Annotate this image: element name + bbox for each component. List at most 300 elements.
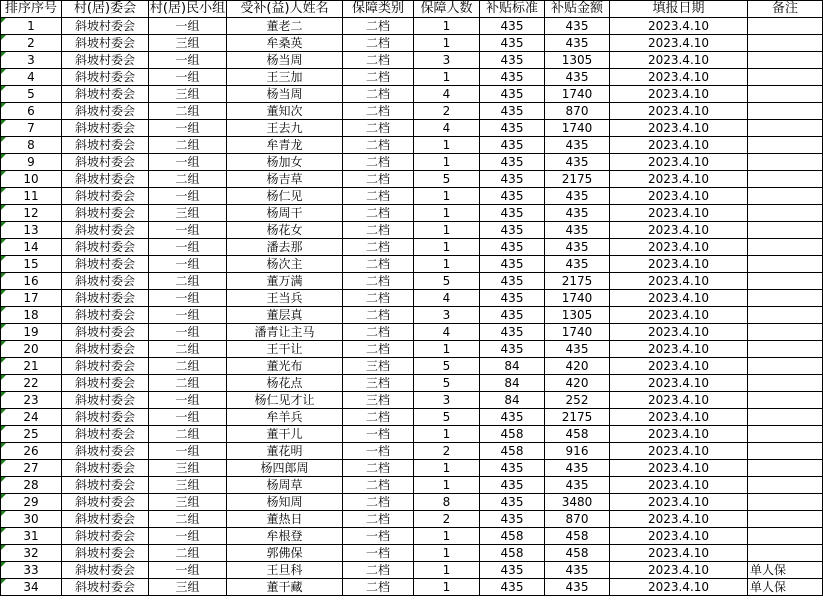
category-cell[interactable]: 二档 xyxy=(343,103,414,120)
group-cell[interactable]: 二组 xyxy=(149,103,227,120)
index-cell[interactable]: 9 xyxy=(1,154,62,171)
standard-cell[interactable]: 435 xyxy=(480,290,545,307)
count-cell[interactable]: 3 xyxy=(414,392,480,409)
name-cell[interactable]: 杨吉草 xyxy=(227,171,343,188)
amount-cell[interactable]: 3480 xyxy=(545,494,610,511)
date-cell[interactable]: 2023.4.10 xyxy=(610,579,748,596)
amount-cell[interactable]: 1740 xyxy=(545,290,610,307)
remark-cell[interactable] xyxy=(748,137,823,154)
count-cell[interactable]: 1 xyxy=(414,154,480,171)
remark-cell[interactable] xyxy=(748,409,823,426)
header-group[interactable]: 村(居)民小组 xyxy=(149,1,226,16)
name-cell[interactable]: 杨加女 xyxy=(227,154,343,171)
amount-cell[interactable]: 435 xyxy=(545,239,610,256)
amount-cell[interactable]: 435 xyxy=(545,18,610,35)
date-cell[interactable]: 2023.4.10 xyxy=(610,273,748,290)
date-cell[interactable]: 2023.4.10 xyxy=(610,18,748,35)
village-cell[interactable]: 斜坡村委会 xyxy=(62,256,149,273)
group-cell[interactable]: 一组 xyxy=(149,222,227,239)
count-cell[interactable]: 4 xyxy=(414,86,480,103)
standard-cell[interactable]: 458 xyxy=(480,443,545,460)
name-cell[interactable]: 董干藏 xyxy=(227,579,343,596)
standard-cell[interactable]: 435 xyxy=(480,69,545,86)
name-cell[interactable]: 杨仁见才让 xyxy=(227,392,343,409)
amount-cell[interactable]: 252 xyxy=(545,392,610,409)
group-cell[interactable]: 二组 xyxy=(149,545,227,562)
remark-cell[interactable] xyxy=(748,341,823,358)
group-cell[interactable]: 二组 xyxy=(149,358,227,375)
remark-cell[interactable] xyxy=(748,290,823,307)
village-cell[interactable]: 斜坡村委会 xyxy=(62,171,149,188)
date-cell[interactable]: 2023.4.10 xyxy=(610,375,748,392)
header-category[interactable]: 保障类别 xyxy=(343,1,414,18)
category-cell[interactable]: 二档 xyxy=(343,86,414,103)
index-cell[interactable]: 32 xyxy=(1,545,62,562)
index-cell[interactable]: 20 xyxy=(1,341,62,358)
count-cell[interactable]: 1 xyxy=(414,222,480,239)
name-cell[interactable]: 董干儿 xyxy=(227,426,343,443)
village-cell[interactable]: 斜坡村委会 xyxy=(62,324,149,341)
amount-cell[interactable]: 435 xyxy=(545,256,610,273)
village-cell[interactable]: 斜坡村委会 xyxy=(62,528,149,545)
category-cell[interactable]: 二档 xyxy=(343,324,414,341)
village-cell[interactable]: 斜坡村委会 xyxy=(62,273,149,290)
header-name[interactable]: 受补(益)人姓名 xyxy=(227,1,343,18)
standard-cell[interactable]: 435 xyxy=(480,494,545,511)
category-cell[interactable]: 二档 xyxy=(343,52,414,69)
date-cell[interactable]: 2023.4.10 xyxy=(610,222,748,239)
category-cell[interactable]: 二档 xyxy=(343,171,414,188)
remark-cell[interactable]: 单人保 xyxy=(748,562,823,579)
remark-cell[interactable] xyxy=(748,239,823,256)
date-cell[interactable]: 2023.4.10 xyxy=(610,52,748,69)
group-cell[interactable]: 二组 xyxy=(149,426,227,443)
count-cell[interactable]: 1 xyxy=(414,477,480,494)
village-cell[interactable]: 斜坡村委会 xyxy=(62,392,149,409)
index-cell[interactable]: 28 xyxy=(1,477,62,494)
index-cell[interactable]: 2 xyxy=(1,35,62,52)
amount-cell[interactable]: 1740 xyxy=(545,86,610,103)
index-cell[interactable]: 34 xyxy=(1,579,62,596)
amount-cell[interactable]: 1740 xyxy=(545,120,610,137)
index-cell[interactable]: 21 xyxy=(1,358,62,375)
header-village[interactable]: 村(居)委会 xyxy=(62,1,149,18)
village-cell[interactable]: 斜坡村委会 xyxy=(62,494,149,511)
name-cell[interactable]: 董花明 xyxy=(227,443,343,460)
amount-cell[interactable]: 435 xyxy=(545,562,610,579)
date-cell[interactable]: 2023.4.10 xyxy=(610,120,748,137)
remark-cell[interactable] xyxy=(748,171,823,188)
group-cell[interactable]: 一组 xyxy=(149,409,227,426)
standard-cell[interactable]: 435 xyxy=(480,256,545,273)
village-cell[interactable]: 斜坡村委会 xyxy=(62,375,149,392)
count-cell[interactable]: 2 xyxy=(414,103,480,120)
index-cell[interactable]: 3 xyxy=(1,52,62,69)
village-cell[interactable]: 斜坡村委会 xyxy=(62,69,149,86)
name-cell[interactable]: 王当兵 xyxy=(227,290,343,307)
category-cell[interactable]: 二档 xyxy=(343,341,414,358)
remark-cell[interactable] xyxy=(748,426,823,443)
amount-cell[interactable]: 2175 xyxy=(545,171,610,188)
amount-cell[interactable]: 458 xyxy=(545,426,610,443)
name-cell[interactable]: 杨次主 xyxy=(227,256,343,273)
remark-cell[interactable] xyxy=(748,460,823,477)
group-cell[interactable]: 一组 xyxy=(149,154,227,171)
index-cell[interactable]: 10 xyxy=(1,171,62,188)
index-cell[interactable]: 13 xyxy=(1,222,62,239)
remark-cell[interactable] xyxy=(748,256,823,273)
remark-cell[interactable] xyxy=(748,477,823,494)
remark-cell[interactable] xyxy=(748,18,823,35)
category-cell[interactable]: 二档 xyxy=(343,69,414,86)
name-cell[interactable]: 杨周干 xyxy=(227,205,343,222)
count-cell[interactable]: 1 xyxy=(414,188,480,205)
category-cell[interactable]: 二档 xyxy=(343,290,414,307)
name-cell[interactable]: 杨四郎周 xyxy=(227,460,343,477)
category-cell[interactable]: 一档 xyxy=(343,528,414,545)
name-cell[interactable]: 董老二 xyxy=(227,18,343,35)
date-cell[interactable]: 2023.4.10 xyxy=(610,137,748,154)
category-cell[interactable]: 二档 xyxy=(343,188,414,205)
name-cell[interactable]: 杨周草 xyxy=(227,477,343,494)
group-cell[interactable]: 三组 xyxy=(149,86,227,103)
header-index[interactable]: 排序序号 xyxy=(1,1,62,18)
category-cell[interactable]: 一档 xyxy=(343,545,414,562)
amount-cell[interactable]: 435 xyxy=(545,477,610,494)
group-cell[interactable]: 三组 xyxy=(149,579,227,596)
category-cell[interactable]: 二档 xyxy=(343,205,414,222)
date-cell[interactable]: 2023.4.10 xyxy=(610,460,748,477)
standard-cell[interactable]: 435 xyxy=(480,562,545,579)
category-cell[interactable]: 二档 xyxy=(343,222,414,239)
date-cell[interactable]: 2023.4.10 xyxy=(610,256,748,273)
name-cell[interactable]: 牟根登 xyxy=(227,528,343,545)
count-cell[interactable]: 1 xyxy=(414,426,480,443)
index-cell[interactable]: 24 xyxy=(1,409,62,426)
count-cell[interactable]: 1 xyxy=(414,545,480,562)
remark-cell[interactable]: 单人保 xyxy=(748,579,823,596)
standard-cell[interactable]: 435 xyxy=(480,188,545,205)
standard-cell[interactable]: 435 xyxy=(480,222,545,239)
count-cell[interactable]: 4 xyxy=(414,324,480,341)
date-cell[interactable]: 2023.4.10 xyxy=(610,290,748,307)
name-cell[interactable]: 杨当周 xyxy=(227,86,343,103)
date-cell[interactable]: 2023.4.10 xyxy=(610,477,748,494)
date-cell[interactable]: 2023.4.10 xyxy=(610,426,748,443)
village-cell[interactable]: 斜坡村委会 xyxy=(62,579,149,596)
group-cell[interactable]: 一组 xyxy=(149,443,227,460)
standard-cell[interactable]: 435 xyxy=(480,239,545,256)
remark-cell[interactable] xyxy=(748,443,823,460)
count-cell[interactable]: 1 xyxy=(414,69,480,86)
count-cell[interactable]: 1 xyxy=(414,256,480,273)
amount-cell[interactable]: 435 xyxy=(545,154,610,171)
remark-cell[interactable] xyxy=(748,52,823,69)
village-cell[interactable]: 斜坡村委会 xyxy=(62,35,149,52)
amount-cell[interactable]: 420 xyxy=(545,358,610,375)
category-cell[interactable]: 二档 xyxy=(343,256,414,273)
date-cell[interactable]: 2023.4.10 xyxy=(610,103,748,120)
count-cell[interactable]: 1 xyxy=(414,35,480,52)
village-cell[interactable]: 斜坡村委会 xyxy=(62,341,149,358)
village-cell[interactable]: 斜坡村委会 xyxy=(62,290,149,307)
amount-cell[interactable]: 420 xyxy=(545,375,610,392)
village-cell[interactable]: 斜坡村委会 xyxy=(62,103,149,120)
village-cell[interactable]: 斜坡村委会 xyxy=(62,426,149,443)
category-cell[interactable]: 三档 xyxy=(343,358,414,375)
standard-cell[interactable]: 435 xyxy=(480,477,545,494)
standard-cell[interactable]: 435 xyxy=(480,52,545,69)
date-cell[interactable]: 2023.4.10 xyxy=(610,35,748,52)
category-cell[interactable]: 三档 xyxy=(343,392,414,409)
village-cell[interactable]: 斜坡村委会 xyxy=(62,137,149,154)
standard-cell[interactable]: 84 xyxy=(480,375,545,392)
name-cell[interactable]: 郭佛保 xyxy=(227,545,343,562)
remark-cell[interactable] xyxy=(748,188,823,205)
amount-cell[interactable]: 435 xyxy=(545,205,610,222)
village-cell[interactable]: 斜坡村委会 xyxy=(62,562,149,579)
village-cell[interactable]: 斜坡村委会 xyxy=(62,511,149,528)
remark-cell[interactable] xyxy=(748,307,823,324)
amount-cell[interactable]: 435 xyxy=(545,460,610,477)
header-standard[interactable]: 补贴标准 xyxy=(480,1,545,18)
category-cell[interactable]: 二档 xyxy=(343,35,414,52)
group-cell[interactable]: 二组 xyxy=(149,375,227,392)
date-cell[interactable]: 2023.4.10 xyxy=(610,528,748,545)
count-cell[interactable]: 1 xyxy=(414,341,480,358)
index-cell[interactable]: 5 xyxy=(1,86,62,103)
amount-cell[interactable]: 1305 xyxy=(545,307,610,324)
standard-cell[interactable]: 435 xyxy=(480,307,545,324)
standard-cell[interactable]: 435 xyxy=(480,205,545,222)
standard-cell[interactable]: 84 xyxy=(480,358,545,375)
remark-cell[interactable] xyxy=(748,103,823,120)
date-cell[interactable]: 2023.4.10 xyxy=(610,307,748,324)
group-cell[interactable]: 二组 xyxy=(149,171,227,188)
count-cell[interactable]: 3 xyxy=(414,307,480,324)
amount-cell[interactable]: 435 xyxy=(545,341,610,358)
village-cell[interactable]: 斜坡村委会 xyxy=(62,443,149,460)
village-cell[interactable]: 斜坡村委会 xyxy=(62,239,149,256)
count-cell[interactable]: 2 xyxy=(414,443,480,460)
count-cell[interactable]: 1 xyxy=(414,18,480,35)
index-cell[interactable]: 15 xyxy=(1,256,62,273)
date-cell[interactable]: 2023.4.10 xyxy=(610,205,748,222)
index-cell[interactable]: 23 xyxy=(1,392,62,409)
amount-cell[interactable]: 870 xyxy=(545,511,610,528)
count-cell[interactable]: 1 xyxy=(414,205,480,222)
index-cell[interactable]: 7 xyxy=(1,120,62,137)
category-cell[interactable]: 二档 xyxy=(343,120,414,137)
amount-cell[interactable]: 435 xyxy=(545,35,610,52)
name-cell[interactable]: 潘去那 xyxy=(227,239,343,256)
count-cell[interactable]: 5 xyxy=(414,171,480,188)
group-cell[interactable]: 三组 xyxy=(149,477,227,494)
date-cell[interactable]: 2023.4.10 xyxy=(610,511,748,528)
category-cell[interactable]: 一档 xyxy=(343,426,414,443)
village-cell[interactable]: 斜坡村委会 xyxy=(62,545,149,562)
group-cell[interactable]: 一组 xyxy=(149,290,227,307)
amount-cell[interactable]: 1740 xyxy=(545,324,610,341)
index-cell[interactable]: 25 xyxy=(1,426,62,443)
name-cell[interactable]: 王三加 xyxy=(227,69,343,86)
amount-cell[interactable]: 1305 xyxy=(545,52,610,69)
date-cell[interactable]: 2023.4.10 xyxy=(610,69,748,86)
standard-cell[interactable]: 435 xyxy=(480,511,545,528)
remark-cell[interactable] xyxy=(748,358,823,375)
category-cell[interactable]: 二档 xyxy=(343,137,414,154)
category-cell[interactable]: 二档 xyxy=(343,273,414,290)
count-cell[interactable]: 5 xyxy=(414,273,480,290)
group-cell[interactable]: 二组 xyxy=(149,511,227,528)
village-cell[interactable]: 斜坡村委会 xyxy=(62,18,149,35)
date-cell[interactable]: 2023.4.10 xyxy=(610,171,748,188)
name-cell[interactable]: 董万满 xyxy=(227,273,343,290)
date-cell[interactable]: 2023.4.10 xyxy=(610,86,748,103)
date-cell[interactable]: 2023.4.10 xyxy=(610,324,748,341)
standard-cell[interactable]: 435 xyxy=(480,154,545,171)
category-cell[interactable]: 二档 xyxy=(343,460,414,477)
name-cell[interactable]: 杨知周 xyxy=(227,494,343,511)
count-cell[interactable]: 3 xyxy=(414,52,480,69)
group-cell[interactable]: 一组 xyxy=(149,52,227,69)
amount-cell[interactable]: 435 xyxy=(545,579,610,596)
index-cell[interactable]: 4 xyxy=(1,69,62,86)
group-cell[interactable]: 三组 xyxy=(149,494,227,511)
name-cell[interactable]: 杨当周 xyxy=(227,52,343,69)
count-cell[interactable]: 1 xyxy=(414,239,480,256)
remark-cell[interactable] xyxy=(748,324,823,341)
count-cell[interactable]: 4 xyxy=(414,120,480,137)
name-cell[interactable]: 杨花点 xyxy=(227,375,343,392)
group-cell[interactable]: 一组 xyxy=(149,69,227,86)
header-amount[interactable]: 补贴金额 xyxy=(545,1,610,18)
standard-cell[interactable]: 435 xyxy=(480,579,545,596)
index-cell[interactable]: 33 xyxy=(1,562,62,579)
village-cell[interactable]: 斜坡村委会 xyxy=(62,188,149,205)
index-cell[interactable]: 22 xyxy=(1,375,62,392)
index-cell[interactable]: 27 xyxy=(1,460,62,477)
category-cell[interactable]: 二档 xyxy=(343,307,414,324)
category-cell[interactable]: 二档 xyxy=(343,579,414,596)
index-cell[interactable]: 1 xyxy=(1,18,62,35)
name-cell[interactable]: 王旦科 xyxy=(227,562,343,579)
remark-cell[interactable] xyxy=(748,86,823,103)
remark-cell[interactable] xyxy=(748,154,823,171)
standard-cell[interactable]: 435 xyxy=(480,341,545,358)
remark-cell[interactable] xyxy=(748,392,823,409)
name-cell[interactable]: 董知次 xyxy=(227,103,343,120)
index-cell[interactable]: 30 xyxy=(1,511,62,528)
category-cell[interactable]: 二档 xyxy=(343,239,414,256)
remark-cell[interactable] xyxy=(748,494,823,511)
amount-cell[interactable]: 435 xyxy=(545,222,610,239)
group-cell[interactable]: 二组 xyxy=(149,273,227,290)
date-cell[interactable]: 2023.4.10 xyxy=(610,392,748,409)
village-cell[interactable]: 斜坡村委会 xyxy=(62,52,149,69)
village-cell[interactable]: 斜坡村委会 xyxy=(62,86,149,103)
category-cell[interactable]: 二档 xyxy=(343,409,414,426)
group-cell[interactable]: 一组 xyxy=(149,256,227,273)
group-cell[interactable]: 一组 xyxy=(149,307,227,324)
standard-cell[interactable]: 435 xyxy=(480,18,545,35)
village-cell[interactable]: 斜坡村委会 xyxy=(62,460,149,477)
standard-cell[interactable]: 458 xyxy=(480,426,545,443)
remark-cell[interactable] xyxy=(748,120,823,137)
remark-cell[interactable] xyxy=(748,69,823,86)
standard-cell[interactable]: 458 xyxy=(480,545,545,562)
group-cell[interactable]: 一组 xyxy=(149,188,227,205)
count-cell[interactable]: 4 xyxy=(414,290,480,307)
group-cell[interactable]: 二组 xyxy=(149,137,227,154)
group-cell[interactable]: 一组 xyxy=(149,120,227,137)
date-cell[interactable]: 2023.4.10 xyxy=(610,409,748,426)
name-cell[interactable]: 董层真 xyxy=(227,307,343,324)
name-cell[interactable]: 潘青让主马 xyxy=(227,324,343,341)
standard-cell[interactable]: 435 xyxy=(480,460,545,477)
index-cell[interactable]: 17 xyxy=(1,290,62,307)
date-cell[interactable]: 2023.4.10 xyxy=(610,188,748,205)
index-cell[interactable]: 11 xyxy=(1,188,62,205)
group-cell[interactable]: 一组 xyxy=(149,18,227,35)
name-cell[interactable]: 董光布 xyxy=(227,358,343,375)
name-cell[interactable]: 牟羊兵 xyxy=(227,409,343,426)
group-cell[interactable]: 一组 xyxy=(149,392,227,409)
index-cell[interactable]: 18 xyxy=(1,307,62,324)
date-cell[interactable]: 2023.4.10 xyxy=(610,494,748,511)
name-cell[interactable]: 牟桑英 xyxy=(227,35,343,52)
header-date[interactable]: 填报日期 xyxy=(610,1,748,18)
date-cell[interactable]: 2023.4.10 xyxy=(610,562,748,579)
count-cell[interactable]: 5 xyxy=(414,358,480,375)
count-cell[interactable]: 1 xyxy=(414,137,480,154)
count-cell[interactable]: 5 xyxy=(414,409,480,426)
amount-cell[interactable]: 870 xyxy=(545,103,610,120)
amount-cell[interactable]: 2175 xyxy=(545,273,610,290)
amount-cell[interactable]: 435 xyxy=(545,188,610,205)
amount-cell[interactable]: 435 xyxy=(545,137,610,154)
standard-cell[interactable]: 435 xyxy=(480,137,545,154)
count-cell[interactable]: 1 xyxy=(414,562,480,579)
category-cell[interactable]: 二档 xyxy=(343,562,414,579)
amount-cell[interactable]: 2175 xyxy=(545,409,610,426)
date-cell[interactable]: 2023.4.10 xyxy=(610,239,748,256)
standard-cell[interactable]: 435 xyxy=(480,273,545,290)
date-cell[interactable]: 2023.4.10 xyxy=(610,545,748,562)
header-remark[interactable]: 备注 xyxy=(748,1,823,18)
group-cell[interactable]: 一组 xyxy=(149,239,227,256)
count-cell[interactable]: 2 xyxy=(414,511,480,528)
category-cell[interactable]: 二档 xyxy=(343,494,414,511)
remark-cell[interactable] xyxy=(748,273,823,290)
category-cell[interactable]: 一档 xyxy=(343,443,414,460)
remark-cell[interactable] xyxy=(748,511,823,528)
standard-cell[interactable]: 435 xyxy=(480,103,545,120)
name-cell[interactable]: 董热日 xyxy=(227,511,343,528)
date-cell[interactable]: 2023.4.10 xyxy=(610,341,748,358)
name-cell[interactable]: 杨花女 xyxy=(227,222,343,239)
name-cell[interactable]: 牟青龙 xyxy=(227,137,343,154)
village-cell[interactable]: 斜坡村委会 xyxy=(62,477,149,494)
village-cell[interactable]: 斜坡村委会 xyxy=(62,358,149,375)
count-cell[interactable]: 5 xyxy=(414,375,480,392)
count-cell[interactable]: 1 xyxy=(414,460,480,477)
index-cell[interactable]: 16 xyxy=(1,273,62,290)
group-cell[interactable]: 一组 xyxy=(149,528,227,545)
date-cell[interactable]: 2023.4.10 xyxy=(610,443,748,460)
category-cell[interactable]: 二档 xyxy=(343,154,414,171)
index-cell[interactable]: 8 xyxy=(1,137,62,154)
